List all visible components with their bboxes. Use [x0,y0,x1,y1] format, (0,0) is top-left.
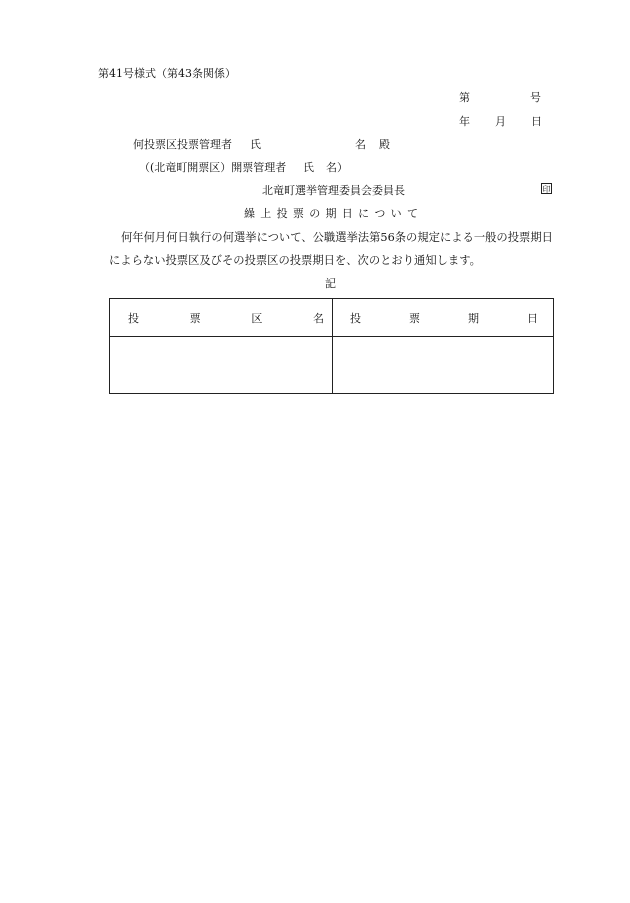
subject-line [244,205,418,221]
body-line-1: 何年何月何日執行の何選挙について、公職選挙法第56条の規定による一般の投票期日 [121,231,553,244]
header-char: 区 [251,311,263,325]
subject-char: 投 [276,207,288,220]
subject-char: の [309,207,321,220]
header-char: 期 [468,311,479,325]
header-char: 日 [527,311,538,325]
addressee-alt-name-last: 名） [326,161,348,174]
addressee-alt-prefix: （(北竜町開票区）開票管理者 [139,161,287,174]
polling-table [109,298,554,394]
addressee-alt-name-first: 氏 [303,161,314,174]
subject-char: つ [374,207,386,220]
header-polling-district-name [128,299,324,336]
body-line-2: によらない投票区及びその投票区の投票期日を、次のとおり通知します。 [109,254,481,267]
subject-char: て [406,207,418,220]
subject-char: 票 [292,207,304,220]
header-polling-date [350,299,538,336]
date-year: 年 [459,115,470,128]
subject-char: 上 [260,207,272,220]
header-char: 投 [350,311,361,325]
addressee-name-first: 氏 [250,138,261,151]
subject-char: い [390,207,402,220]
date-month: 月 [495,115,506,128]
ki-label: 記 [325,277,336,290]
table-column-divider [332,299,333,393]
header-char: 票 [409,311,420,325]
subject-char: 日 [341,207,353,220]
date-day: 日 [531,115,542,128]
header-char: 名 [312,311,324,325]
form-number: 第41号様式（第43条関係） [98,67,236,80]
sender-title: 北竜町選挙管理委員会委員長 [262,184,405,197]
subject-char: 繰 [244,207,255,220]
subject-char: 期 [325,207,337,220]
seal-mark: 印 [542,185,551,194]
addressee-role: 何投票区投票管理者 [133,138,232,151]
subject-char: に [358,207,370,220]
number-dai: 第 [459,91,470,104]
addressee-honorific: 殿 [379,138,390,151]
addressee-name-last: 名 [355,138,366,151]
header-char: 票 [189,311,201,325]
header-char: 投 [128,311,139,325]
number-go: 号 [530,91,541,104]
